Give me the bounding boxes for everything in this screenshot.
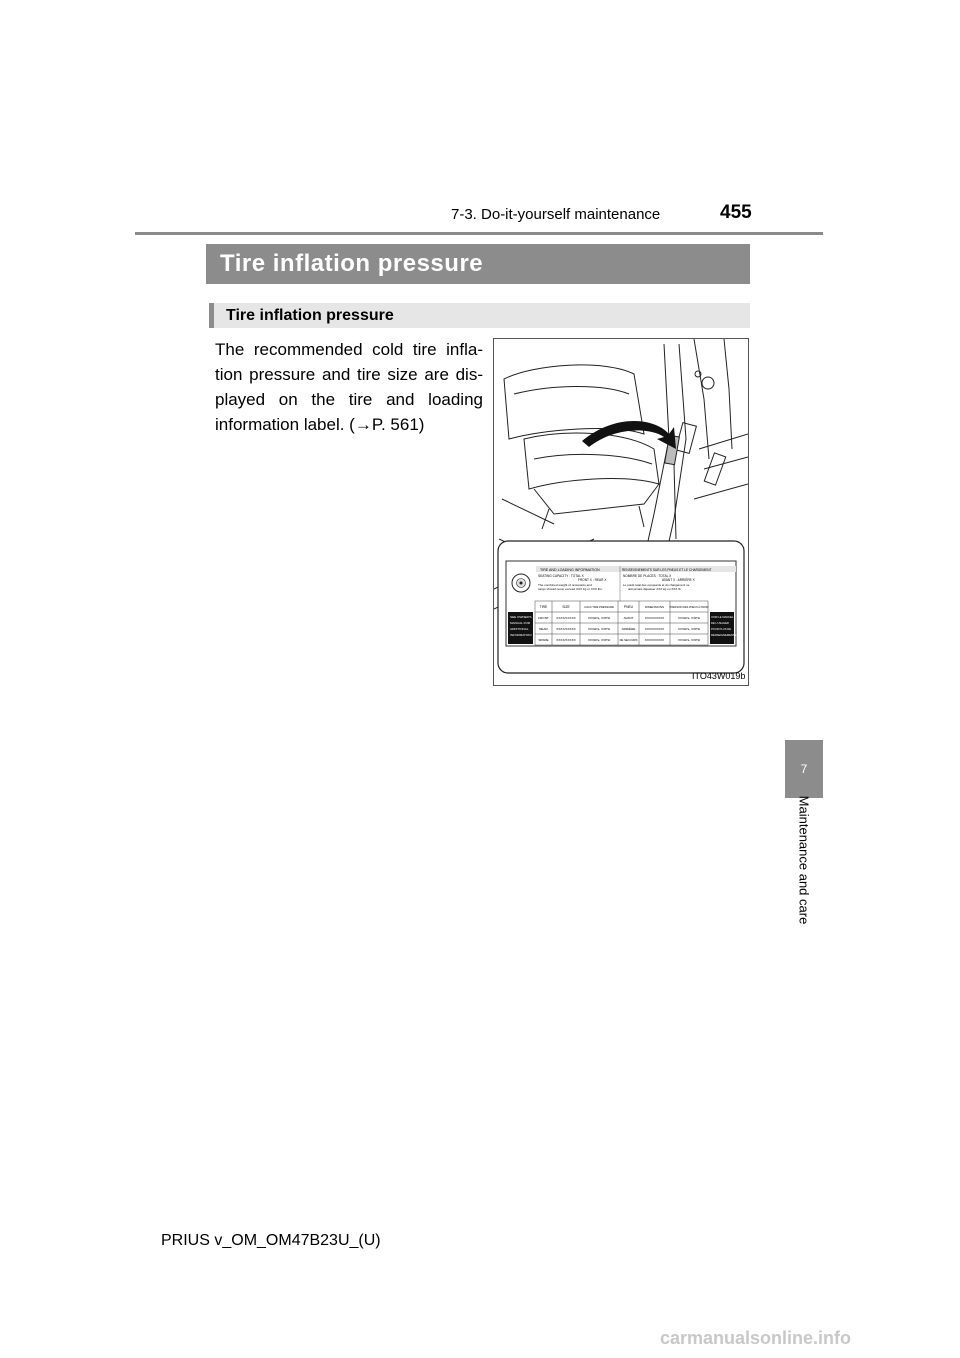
label-weight-en-2: cargo should never exceed XXX kg or XXX lbs.: [538, 587, 603, 591]
label-row-spare-2: XXXkPa, XXPSI: [587, 638, 611, 642]
label-col-tire: TIRE: [539, 605, 548, 609]
label-row-rear-2: XXXkPa, XXPSI: [587, 627, 611, 631]
label-col-pression: PRESSION DES PNEUS À FROID: [669, 606, 709, 609]
label-capacity-en-2: FRONT X : REAR X: [578, 578, 607, 582]
label-side-fr-2: POUR PLUS DE: [711, 628, 732, 631]
footer-doc-code: PRIUS v_OM_OM47B23U_(U): [161, 1232, 381, 1249]
label-weight-fr-1: Le poids total des occupants et du chargement ne: [623, 583, 690, 587]
section-title: Tire inflation pressure: [206, 244, 750, 284]
label-side-fr-0: VOIR LE MANUEL: [711, 616, 734, 619]
tire-label-figure: [493, 338, 749, 686]
body-paragraph: The recommended cold tire infla-tion pressure and tire size are dis-played on the tire and loading information label. (→P. 561): [215, 340, 483, 434]
label-row-spare-0: SPARE: [538, 638, 549, 642]
subsection-title: Tire inflation pressure: [209, 303, 750, 328]
label-capacity-fr-1: NOMBRE DE PLACES : TOTAL X: [623, 574, 672, 578]
label-col-dimensions: DIMENSIONS: [644, 605, 665, 609]
label-row-rear-4: XXXX/XXXXX: [644, 627, 665, 631]
label-col-pneu: PNEU: [623, 605, 634, 609]
label-col-pressure: COLD TIRE PRESSURE: [584, 606, 614, 609]
label-row-front-0: FRONT: [538, 616, 549, 620]
label-weight-en-1: The combined weight of occupants and: [538, 583, 592, 587]
page-number: 455: [720, 202, 752, 223]
label-row-spare-4: XXXX/XXXXX: [644, 638, 665, 642]
label-row-front-1: XXXX/XXXXX: [556, 616, 576, 620]
label-weight-fr-2: doit jamais dépasser XXX kg ou XXX lb.: [628, 587, 682, 591]
label-side-en-2: ADDITIONAL: [510, 627, 529, 631]
label-row-spare-1: XXXX/XXXXX: [556, 638, 576, 642]
label-row-front-4: XXXX/XXXXX: [644, 616, 665, 620]
label-side-fr-3: RENSEIGNEMENTS: [711, 634, 737, 637]
label-row-rear-1: XXXX/XXXXX: [556, 627, 576, 631]
label-row-rear-0: REAR: [539, 627, 548, 631]
chapter-label: Maintenance and care: [796, 795, 812, 925]
figure-code: ITO43W019b: [692, 671, 746, 681]
label-side-en-1: MANUAL FOR: [510, 621, 531, 625]
label-row-spare-5: XXXkPa, XXPSI: [677, 638, 701, 642]
label-row-front-5: XXXkPa, XXPSI: [677, 616, 701, 620]
label-row-rear-3: ARRIÈRE: [621, 627, 636, 631]
label-side-en-3: INFORMATION: [510, 633, 532, 637]
label-side-fr-1: DE L'USAGER: [711, 622, 729, 625]
label-row-spare-3: DE SECOURS: [619, 639, 638, 642]
watermark: carmanualsonline.info: [660, 1328, 852, 1348]
running-header-section: 7-3. Do-it-yourself maintenance: [451, 206, 661, 223]
label-row-front-3: AVANT: [623, 616, 634, 620]
label-col-size: SIZE: [562, 605, 570, 609]
label-row-rear-5: XXXkPa, XXPSI: [677, 627, 701, 631]
vehicle-door-illustration: [494, 339, 748, 685]
label-header-fr: RENSEIGNEMENTS SUR LES PNEUS ET LE CHARGEMENT: [622, 568, 712, 572]
header-rule: [135, 232, 823, 235]
label-side-en-0: SEE OWNER'S: [510, 615, 532, 619]
label-header-en: TIRE AND LOADING INFORMATION: [540, 568, 600, 572]
chapter-tab: 7: [785, 740, 823, 798]
label-row-front-2: XXXkPa, XXPSI: [587, 616, 611, 620]
label-capacity-fr-2: AVANT X : ARRIÈRE X: [662, 578, 695, 582]
label-capacity-en-1: SEATING CAPACITY : TOTAL X: [538, 574, 584, 578]
